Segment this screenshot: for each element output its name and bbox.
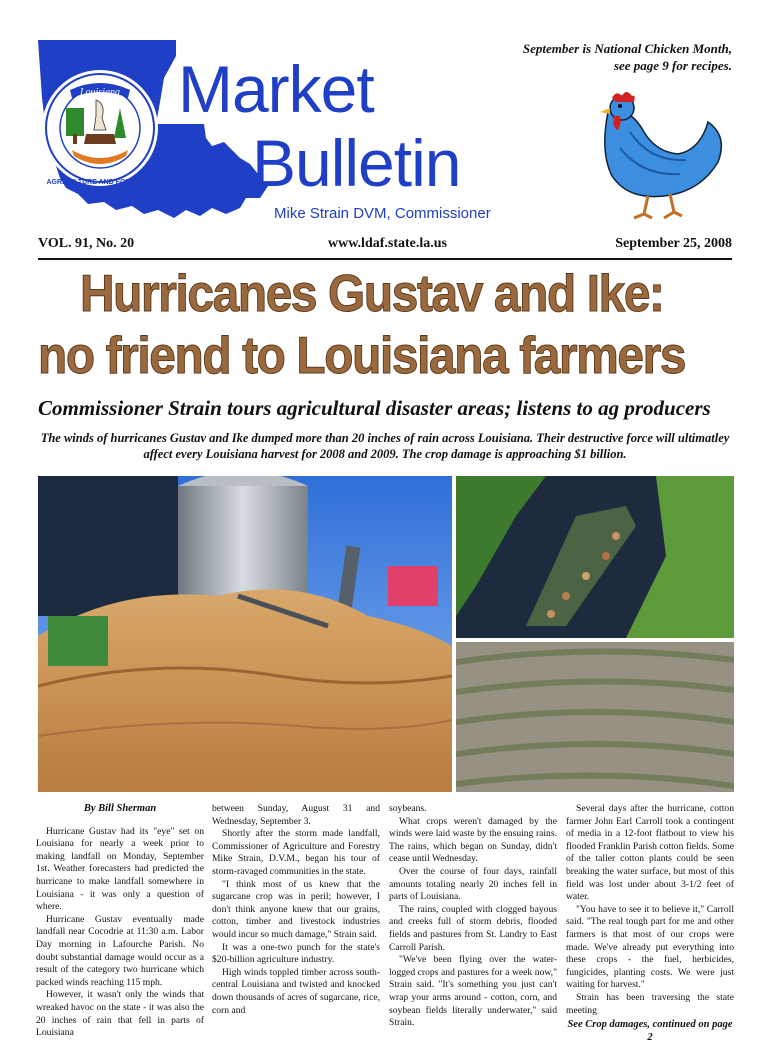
paragraph: What crops weren't damaged by the winds were laid waste by the ensuing rains. The rains, which began on Sunday, didn't cease until Wednesday. — [389, 815, 557, 865]
subheadline: Commissioner Strain tours agricultural disaster areas; listens to ag producers — [38, 396, 711, 420]
promo-line-2: see page 9 for recipes. — [613, 58, 732, 73]
flooded-crop-rows-photo — [456, 642, 734, 792]
paragraph: The rains, coupled with clogged bayous and creeks full of storm debris, flooded fields and pastures from St. Landry to East Carroll Parish. — [389, 903, 557, 953]
paragraph: High winds toppled timber across south-central Louisiana and twisted and knocked down thousands of acres of sugarcane, rice, corn and — [212, 966, 380, 1016]
paragraph: "We've been flying over the water-logged crops and pastures for a week now," Strain said. "It's something you just can't wrap your arms around - cotton, corn, and soybean fields literally underwater," said Strain. — [389, 954, 557, 1029]
svg-text:Louisiana: Louisiana — [79, 87, 121, 98]
byline: By Bill Sherman — [83, 803, 157, 814]
continued-link[interactable]: See Crop damages, continued on page 2 — [567, 1019, 733, 1043]
chicken-month-promo — [432, 40, 732, 74]
commissioner-line: Mike Strain DVM, Commissioner — [274, 205, 491, 222]
headline-line-2: no friend to Louisiana farmers — [38, 327, 686, 385]
paragraph: Hurricane Gustav eventually made landfall near Cocodrie at 11:30 a.m. Labor Day morning in Lafourche Parish. No doubt substantial damage would occur as a result of the category two hurricane which packed winds reaching 115 mph. — [36, 913, 204, 988]
paragraph: Hurricane Gustav had its "eye" set on Louisiana for nearly a week prior to making landfall on Monday, September 1st. Weather forecasters had predicted the hurricane to make landfall somewhere in Louisiana - it was only a question of where. — [36, 825, 204, 913]
headline-line-1: Hurricanes Gustav and Ike: — [80, 265, 664, 323]
article-column-3 — [389, 803, 557, 1030]
paragraph: Shortly after the storm made landfall, Commissioner of Agriculture and Forestry Mike Strain, D.V.M., began his tour of storm-ravaged communities in the state. — [212, 828, 380, 877]
paragraph: "I think most of us knew that the sugarcane crop was in peril; however, I don't think anyone knew that our grains, cotton, timber and livestock industries would incur so much damage," Strain said. — [212, 878, 380, 940]
flooded-field-aerial-photo — [456, 476, 734, 638]
paragraph: Strain has been traversing the state meeting — [566, 991, 734, 1016]
issue-info-bar — [38, 236, 732, 256]
article-column-1 — [36, 803, 204, 1040]
promo-line-1: September is National Chicken Month, — [522, 41, 732, 56]
article-column-2 — [212, 803, 380, 1017]
masthead-divider — [38, 258, 732, 260]
paragraph: "You have to see it to believe it," Carroll said. "The real tough part for me and other farmers is that most of our crops were made. We've already put everything into these crops - the fuel, herbicides, fungicides, planting costs. We were just waiting for harvest." — [566, 903, 734, 991]
masthead-title-bulletin: Bulletin — [252, 126, 461, 200]
paragraph: It was a one-two punch for the state's $20-billion agriculture industry. — [212, 941, 380, 966]
paragraph: Several days after the hurricane, cotton farmer John Earl Carroll took a contingent of media in a 12-foot flatbout to view his flooded Franklin Parish cotton fields. Some of the taller cotton plants could be seen breaking the water surface, but most of this field was lost under about 3-1/2 feet of water. — [566, 803, 734, 903]
article-column-4 — [566, 803, 734, 1044]
paragraph: However, it wasn't only the winds that wreaked havoc on the state - it was also the 20 inches of rain that fell in parts of Louisiana — [36, 989, 204, 1039]
lede-paragraph: The winds of hurricanes Gustav and Ike dumped more than 20 inches of rain across Louisiana. Their destructive force will ultimatley affect every Louisiana harvest for 2008 and 2009. The crop damage is approaching $1 billion. — [40, 431, 730, 461]
paragraph: Over the course of four days, rainfall amounts totaling nearly 20 inches fell in parts of Louisiana. — [389, 865, 557, 903]
issue-date: September 25, 2008 — [615, 236, 732, 251]
masthead-title-market: Market — [178, 52, 374, 126]
grain-spill-photo — [38, 476, 452, 792]
paragraph: soybeans. — [389, 803, 427, 814]
volume-number: VOL. 91, No. 20 — [38, 236, 135, 251]
svg-text:AGRICULTURE AND FORESTRY: AGRICULTURE AND FORESTRY — [46, 179, 154, 186]
paragraph: between Sunday, August 31 and Wednesday, September 3. — [212, 803, 380, 827]
website-link[interactable]: www.ldaf.state.la.us — [328, 236, 448, 251]
blue-chicken-illustration — [590, 92, 732, 222]
